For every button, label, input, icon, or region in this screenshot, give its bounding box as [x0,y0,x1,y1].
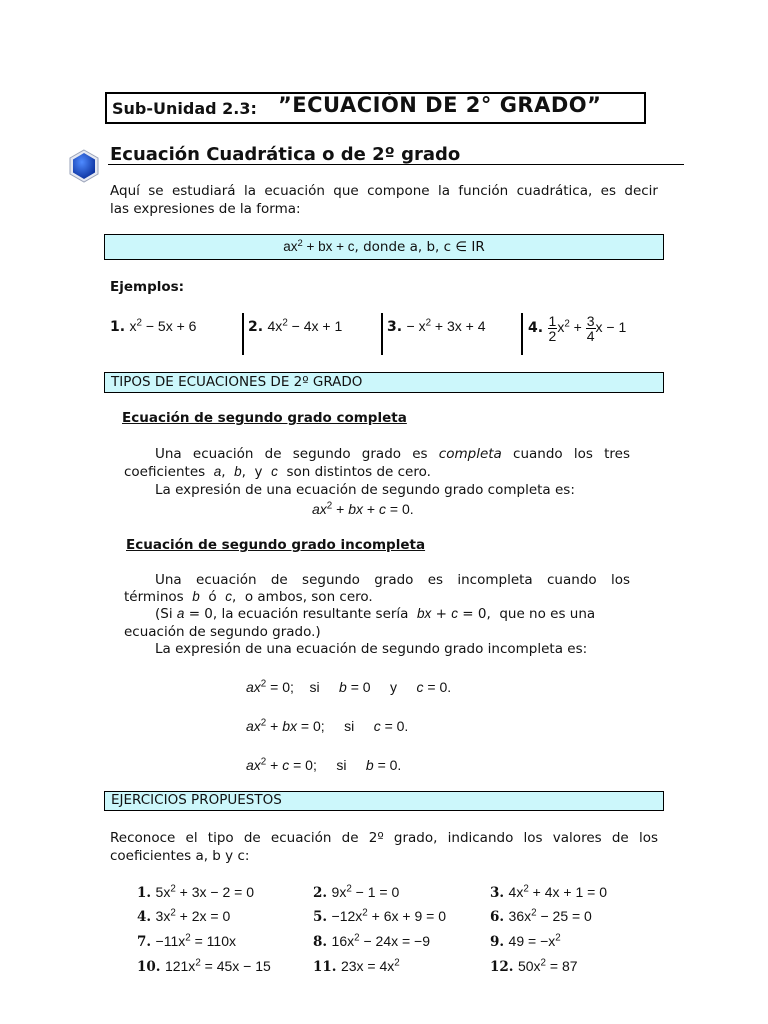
example-number: 2. [248,319,264,335]
incompleta-equation-2: $ax^2$ + bx = 0; si c = 0. [246,717,409,734]
example-expression: $4x^2 - 4x + 1$ [267,317,343,334]
exercise-6: 6. $36x^2 - 25 = 0$ [490,907,592,925]
exercise-2: 2. $9x^2 - 1 = 0$ [313,883,400,901]
exercise-number: 6. [490,909,505,925]
completa-equation: $ax^2$ + bx + c = 0. [312,500,414,517]
text-segment: son distintos de cero. [286,464,431,480]
incompleta-line-2: términos b ó c, o ambos, son cero. [124,589,373,605]
text-segment: cuando los tres [513,446,631,462]
text-segment: coeficientes [124,464,206,480]
completa-line-1 [155,445,630,463]
ejercicios-line-1: Reconoce el tipo de ecuación de 2º grado, indicando los valores de los [110,830,658,846]
incompleta-equation-1: $ax^2 = 0$; si b = 0 y c = 0. [246,678,452,695]
example-number: 1. [110,319,126,335]
exercise-8: 8. $16x^2 - 24x = -9$ [313,932,431,950]
text-segment: , la ecuación resultante sería [212,606,409,622]
page-title: ”ECUACIÓN DE 2° GRADO” [278,93,602,117]
text-segment: términos [124,589,184,605]
text-segment: que no es una [499,606,596,622]
exercise-12: 12. $50x^2 = 87$ [490,957,578,975]
formula-condition: , donde a, b, c ∈ IR [354,239,485,255]
exercise-4: 4. $3x^2 + 2x = 0$ [137,907,231,925]
examples-label: Ejemplos: [110,279,185,295]
exercise-number: 7. [137,934,152,950]
text-segment: (Si [155,606,173,622]
example-1 [110,318,196,335]
incompleta-heading: Ecuación de segundo grado incompleta [126,537,426,553]
shield-icon [66,148,102,184]
subunit-label: Sub-Unidad 2.3: [112,99,257,118]
exercise-1: 1. $5x^2 + 3x - 2 = 0$ [137,883,255,901]
incompleta-line-3: (Si a = 0, la ecuación resultante sería bx + c = 0, que no es una [155,606,596,622]
exercise-number: 12. [490,959,514,975]
incompleta-line-4: ecuación de segundo grado.) [124,624,321,640]
exercise-number: 11. [313,959,337,975]
exercise-number: 9. [490,934,505,950]
completa-line-3: La expresión de una ecuación de segundo grado completa es: [155,482,575,498]
example-expression: $x^2 - 5x + 6$ [129,317,197,334]
section-heading: Ecuación Cuadrática o de 2º grado [110,144,461,165]
exercise-number: 8. [313,934,328,950]
text-segment: ó [208,589,217,605]
ejercicios-title: EJERCICIOS PROPUESTOS [111,792,282,808]
exercise-number: 3. [490,885,505,901]
exercise-10: 10. $121x^2 = 45x - 15$ [137,957,271,975]
exercise-number: 1. [137,885,152,901]
exercise-number: 2. [313,885,328,901]
intro-line-1: Aquí se estudiará la ecuación que compone la función cuadrática, es decir [110,183,658,199]
incompleta-line-1: Una ecuación de segundo grado es incompleta cuando los [155,572,630,588]
intro-line-2: las expresiones de la forma: [110,201,301,217]
text-segment: si [336,757,347,773]
text-segment: Una ecuación de segundo grado es [155,446,428,462]
formula [105,239,663,255]
text-segment: si [309,679,320,695]
tipos-title: TIPOS DE ECUACIONES DE 2º GRADO [111,374,363,390]
example-4 [528,314,626,343]
exercise-number: 4. [137,909,152,925]
exercise-5: 5. $-12x^2 + 6x + 9 = 0$ [313,907,446,925]
example-number: 3. [387,319,403,335]
example-number: 4. [528,320,544,337]
completa-heading: Ecuación de segundo grado completa [122,410,407,426]
completa-line-2: coeficientes a, b, y c son distintos de cero. [124,464,431,480]
formula-box [104,234,664,260]
text-segment: y [390,679,398,695]
exercise-number: 10. [137,959,161,975]
example-3 [387,318,486,335]
example-expression: − $x^2 + 3x + 4$ [406,317,486,334]
example-separator [521,313,523,355]
exercise-9: 9. $49 = -x^2$ [490,932,561,950]
incompleta-line-5: La expresión de una ecuación de segundo grado incompleta es: [155,641,588,657]
example-2 [248,318,342,335]
text-segment: o ambos, son cero. [244,589,373,605]
ejercicios-line-2: coeficientes a, b y c: [110,848,250,864]
example-expression: $\frac{1}{2}$ $x^2$ + $\frac{3}{4}$ x − 1 [548,313,627,344]
text-segment: completa [438,446,502,462]
formula-expression: $ax^2$ + bx + c [283,237,355,254]
example-separator [381,313,383,355]
exercise-11: 11. $23x = 4x^2$ [313,957,400,975]
incompleta-equation-3: $ax^2 + c = 0$; si b = 0. [246,756,402,773]
ejercicios-bar [104,791,664,811]
section-divider [108,164,684,165]
exercise-3: 3. $4x^2 + 4x + 1 = 0$ [490,883,608,901]
tipos-bar [104,372,664,393]
exercise-7: 7. $-11x^2 = 110x$ [137,932,236,950]
example-separator [242,313,244,355]
exercise-number: 5. [313,909,328,925]
text-segment: si [344,718,355,734]
